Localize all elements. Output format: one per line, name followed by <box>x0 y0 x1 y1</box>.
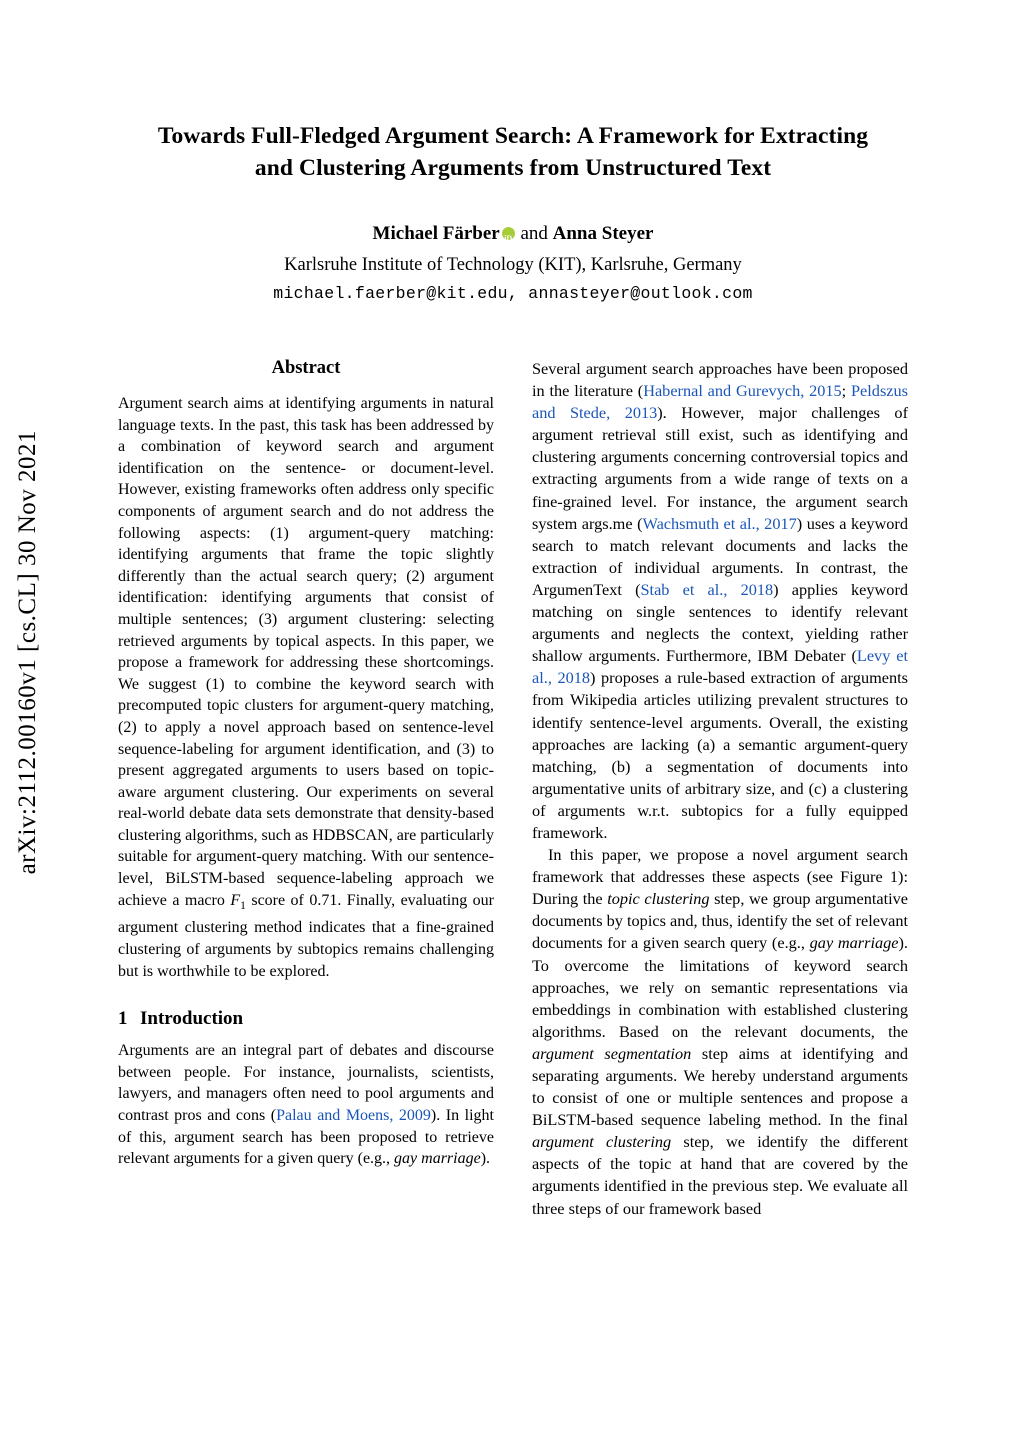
author-list <box>118 220 908 248</box>
author-emails: michael.faerber@kit.edu, annasteyer@outlook.com <box>273 284 753 303</box>
left-column <box>118 358 494 1220</box>
right-paragraph-2: In this paper, we propose a novel argument search framework that addresses these aspects (see Figure 1): During the topic clustering step, we group argumentative documents by topics and, thus, identify the set of relevant documents for a given search query (e.g., gay marriage). To overcome the limitations of keyword search approaches, we rely on semantic representations via embeddings in combination with established clustering algorithms. Based on the relevant documents, the argument segmentation step aims at identifying and separating arguments. We hereby understand arguments to consist of one or multiple sentences and propose a BiLSTM-based sequence labeling method. In the final argument clustering step, we identify the different aspects of the topic at hand that are covered by the arguments identified in the previous step. We evaluate all three steps of our framework based <box>532 845 909 1218</box>
orcid-icon[interactable] <box>502 227 515 240</box>
page-title <box>118 120 908 184</box>
right-column <box>532 358 908 1220</box>
author-conjunction: and <box>520 223 548 244</box>
affiliation: Karlsruhe Institute of Technology (KIT), Karlsruhe, Germany <box>284 255 742 275</box>
arxiv-stamp: arXiv:2112.00160v1 [cs.CL] 30 Nov 2021 <box>14 430 41 875</box>
author-name-1: Michael Färber <box>372 223 500 244</box>
citation-palau-moens[interactable]: Palau and Moens, 2009 <box>276 1107 431 1124</box>
section-number: 1 <box>118 1008 128 1030</box>
title-line-1: Towards Full-Fledged Argument Search: A Framework for Extracting <box>157 123 869 149</box>
abstract-heading: Abstract <box>271 358 341 378</box>
two-column-body <box>118 358 908 1220</box>
abstract-text: Argument search aims at identifying arguments in natural language texts. In the past, this task has been addressed by a combination of keyword search and argument identification on the sentence- or document-level. However, existing frameworks often address only specific components of argument search and do not address the following aspects: (1) argument-query matching: identifying arguments that frame the topic slightly differently than the actual search query; (2) argument identification: identifying arguments that consist of multiple sentences; (3) argument clustering: selecting retrieved arguments by topical aspects. In this paper, we propose a framework for addressing these shortcomings. We suggest (1) to combine the keyword search with precomputed topic clusters for argument-query matching, (2) to apply a novel approach based on sentence-level sequence-labeling for argument identification, and (3) to present aggregated arguments to users based on topic-aware argument clustering. Our experiments on several real-world debate data sets demonstrate that density-based clustering algorithms, such as HDBSCAN, are particularly suitable for argument-query matching. With our sentence-level, BiLSTM-based sequence-labeling approach we achieve a macro $F_1$ score of 0.71. Finally, evaluating our argument clustering method indicates that a fine-grained clustering of arguments by subtopics remains challenging but is worthwhile to be explored. <box>118 395 494 980</box>
emphasis-gay-marriage-2: gay marriage <box>809 933 899 953</box>
paper-page <box>118 0 908 1448</box>
citation-stab[interactable]: Stab et al., 2018 <box>640 579 774 599</box>
citation-habernal-gurevych[interactable]: Habernal and Gurevych, 2015 <box>643 381 842 401</box>
right-paragraph-1: Several argument search approaches have been proposed in the literature (Habernal and Gurevych, 2015; Peldszus and Stede, 2013). However, major challenges of argument retrieval still exist, such as identifying and clustering arguments concerning controversial topics and extracting arguments from a wide range of texts on a fine-grained level. For instance, the argument search system args.me (Wachsmuth et al., 2017) uses a keyword search to match relevant documents and lacks the extraction of individual arguments. In contrast, the ArgumenText (Stab et al., 2018) applies keyword matching on single sentences to identify relevant arguments and neglects the context, yielding rather shallow arguments. Furthermore, IBM Debater (Levy et al., 2018) proposes a rule-based extraction of arguments from Wikipedia articles utilizing prevalent structures to identify sentence-level arguments. Overall, the existing approaches are lacking (a) a semantic argument-query matching, (b) a segmentation of documents into argumentative units of arbitrary size, and (c) a clustering of arguments w.r.t. subtopics for a fully equipped framework. <box>532 359 909 842</box>
emphasis-gay-marriage: gay marriage <box>394 1150 481 1168</box>
citation-wachsmuth[interactable]: Wachsmuth et al., 2017 <box>642 513 797 533</box>
section-title: Introduction <box>140 1008 244 1030</box>
title-line-2: and Clustering Arguments from Unstructured Text <box>254 155 772 181</box>
intro-paragraph-1: Arguments are an integral part of debates and discourse between people. For instance, journalists, scientists, lawyers, and managers often need to pool arguments and contrast pros and cons (Palau and Moens, 2009). In light of this, argument search has been proposed to retrieve relevant arguments for a given query (e.g., gay marriage). <box>118 1042 494 1168</box>
citation-levy[interactable]: Levy et al., 2018 <box>532 646 908 688</box>
emphasis-argument-segmentation: argument segmentation <box>532 1043 692 1063</box>
author-name-2: Anna Steyer <box>552 223 654 244</box>
section-heading-introduction <box>118 1008 494 1030</box>
emphasis-topic-clustering: topic clustering <box>607 889 710 909</box>
emphasis-argument-clustering: argument clustering <box>532 1132 672 1152</box>
citation-peldszus-stede[interactable]: Peldszus and Stede, 2013 <box>532 381 908 423</box>
